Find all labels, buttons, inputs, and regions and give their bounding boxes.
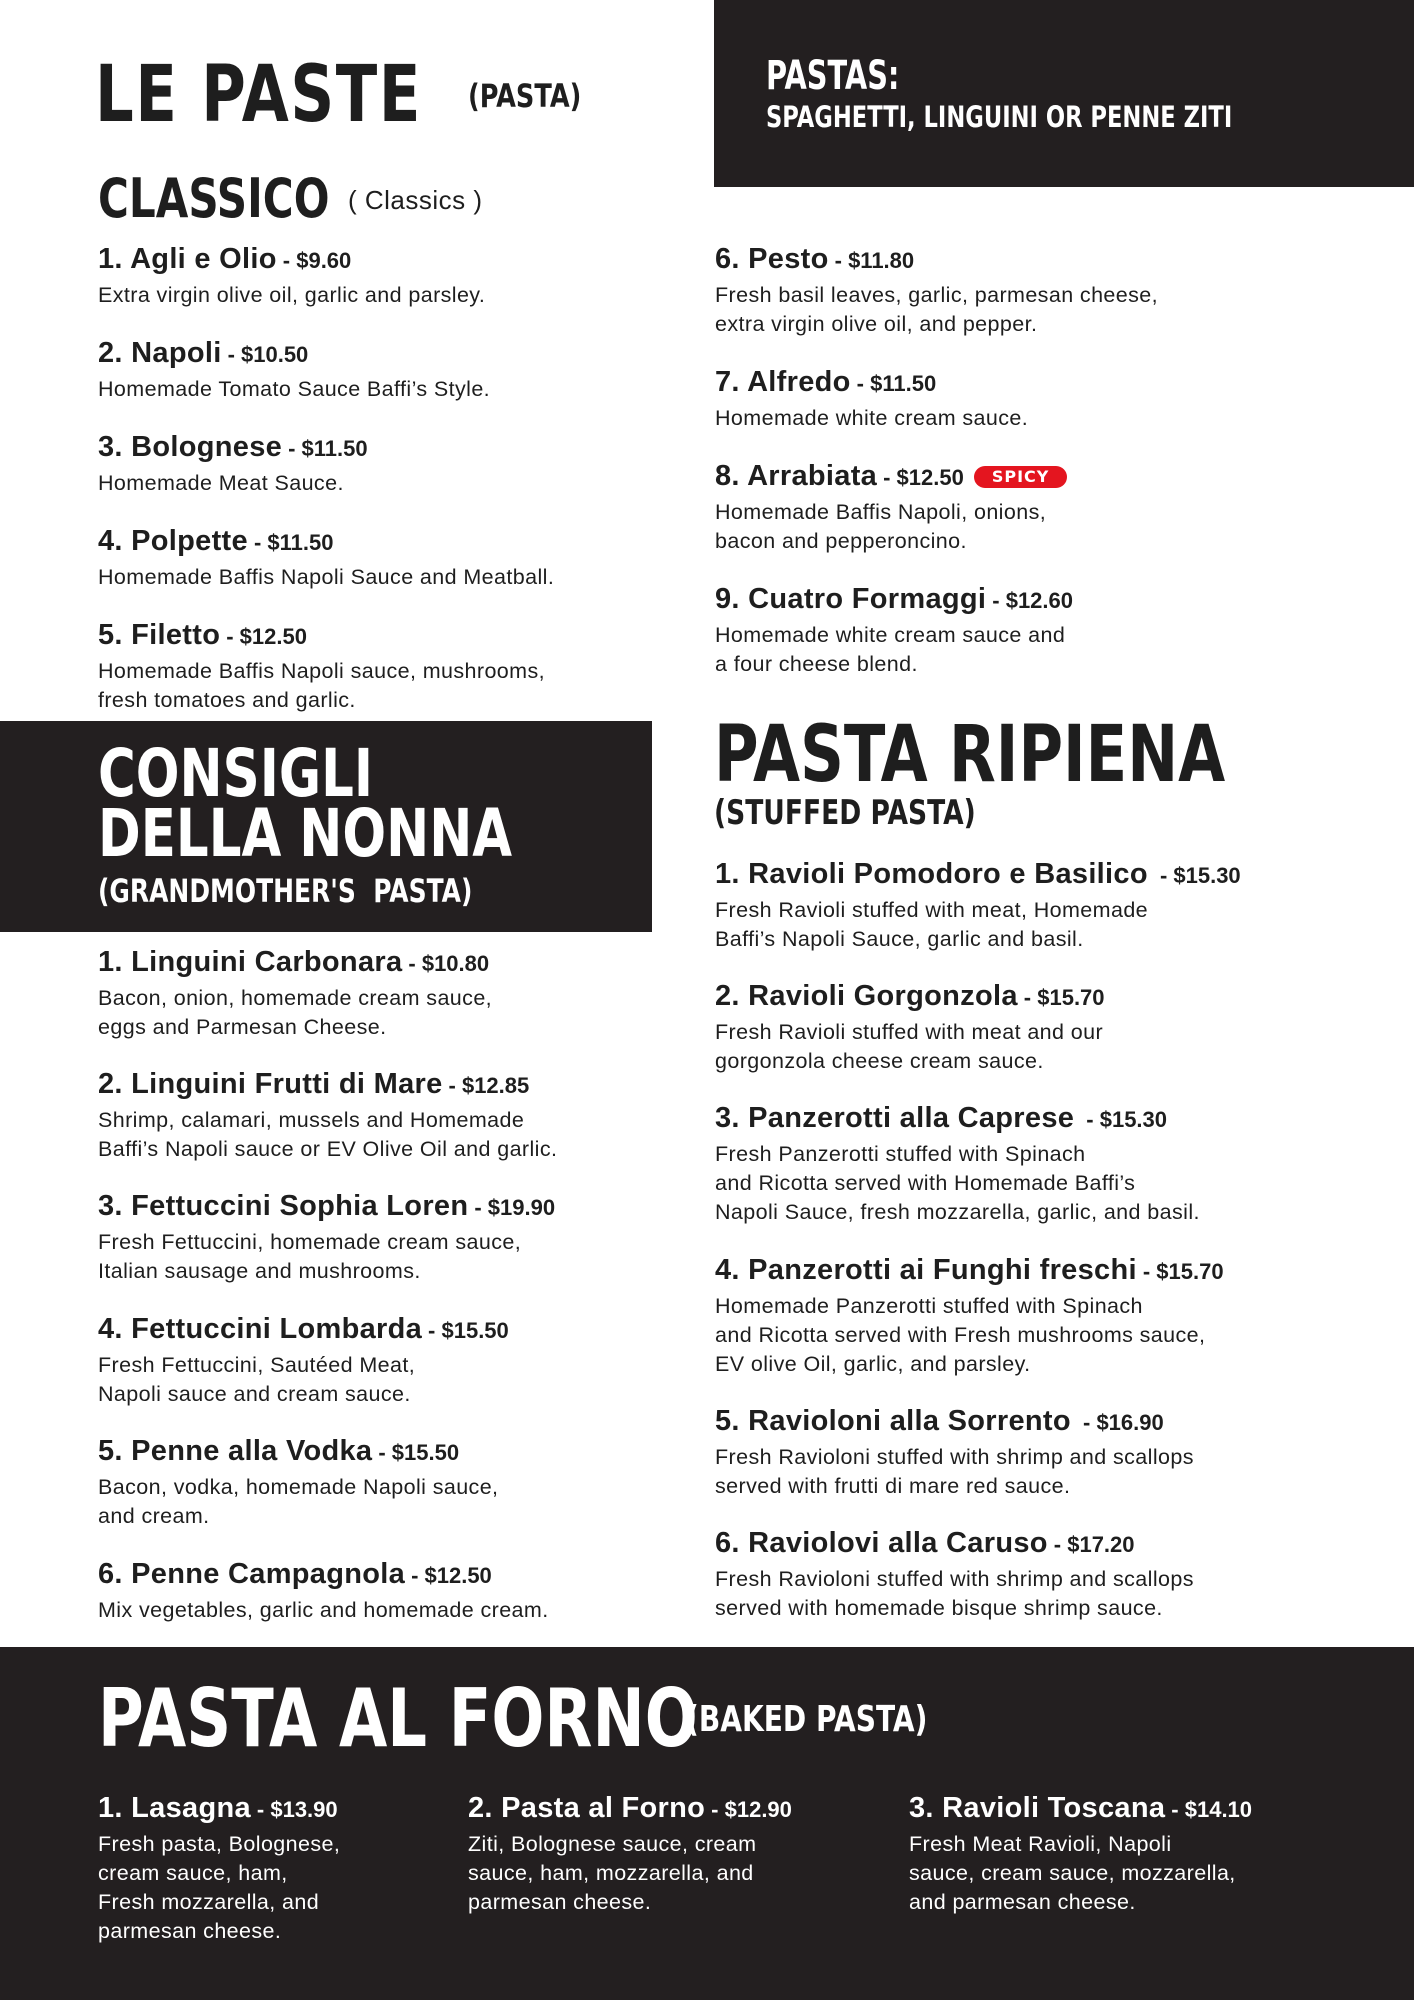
menu-item — [715, 857, 1241, 954]
item-description: Homemade Panzerotti stuffed with Spinach and Ricotta served with Fresh mushrooms sauce, EV olive Oil, garlic, and parsley. — [715, 1294, 1206, 1376]
item-name: 2. Ravioli Gorgonzola — [715, 980, 1018, 1012]
menu-item — [98, 945, 492, 1042]
item-description: Homemade Baffis Napoli, onions, bacon and pepperoncino. — [715, 500, 1047, 553]
le-paste-title: LE PASTE — [95, 50, 422, 140]
item-name: 1. Ravioli Pomodoro e Basilico — [715, 858, 1148, 890]
item-price: - $9.60 — [282, 248, 352, 273]
item-description: Fresh Ravioloni stuffed with shrimp and scallops served with frutti di mare red sauce. — [715, 1445, 1194, 1498]
menu-item — [98, 430, 368, 498]
spicy-badge: SPICY — [974, 466, 1068, 488]
menu-item — [715, 1526, 1194, 1623]
item-price: - $12.85 — [448, 1073, 530, 1098]
item-description: Homemade Meat Sauce. — [98, 471, 344, 495]
item-name: 9. Cuatro Formaggi — [715, 583, 987, 615]
item-name: 2. Linguini Frutti di Mare — [98, 1068, 443, 1100]
item-description: Homemade white cream sauce and a four cheese blend. — [715, 623, 1066, 676]
item-price: - $15.50 — [378, 1440, 460, 1465]
item-price: - $10.50 — [227, 342, 309, 367]
item-price: - $12.90 — [711, 1797, 792, 1822]
item-name: 3. Ravioli Toscana — [909, 1792, 1166, 1824]
item-description: Fresh basil leaves, garlic, parmesan cheese, extra virgin olive oil, and pepper. — [715, 283, 1159, 336]
item-description: Extra virgin olive oil, garlic and parsley. — [98, 283, 486, 307]
item-description: Ziti, Bolognese sauce, cream sauce, ham, mozzarella, and parmesan cheese. — [468, 1832, 757, 1914]
pastas-label: PASTAS: — [766, 53, 900, 99]
consigli-header-box — [0, 721, 652, 932]
item-name: 2. Napoli — [98, 337, 222, 369]
item-name: 4. Fettuccini Lombarda — [98, 1313, 423, 1345]
item-description: Fresh Meat Ravioli, Napoli sauce, cream sauce, mozzarella, and parmesan cheese. — [909, 1832, 1236, 1914]
item-price: - $19.90 — [474, 1195, 556, 1220]
item-name: 4. Panzerotti ai Funghi freschi — [715, 1254, 1137, 1286]
item-name: 3. Fettuccini Sophia Loren — [98, 1190, 469, 1222]
item-price: - $16.90 — [1076, 1410, 1164, 1435]
item-name: 1. Lasagna — [98, 1792, 251, 1824]
forno-section — [0, 1647, 1414, 2000]
item-description: Homemade Baffis Napoli Sauce and Meatball. — [98, 565, 555, 589]
forno-title: PASTA AL FORNO — [98, 1672, 698, 1765]
pastas-box — [714, 0, 1414, 187]
item-price: - $15.70 — [1023, 985, 1105, 1010]
menu-item — [98, 1312, 509, 1409]
item-price: - $13.90 — [256, 1797, 338, 1822]
menu-item — [98, 1067, 557, 1164]
menu-item — [715, 242, 1158, 339]
menu-item — [98, 242, 485, 310]
menu-item — [98, 336, 490, 404]
menu-item — [468, 1791, 792, 1917]
item-price: - $12.50 — [883, 465, 964, 490]
item-name: 1. Linguini Carbonara — [98, 946, 403, 978]
item-name: 3. Bolognese — [98, 431, 283, 463]
menu-item — [715, 1101, 1200, 1227]
menu-item — [98, 1434, 498, 1531]
classico-title: CLASSICO — [98, 167, 330, 230]
menu-item — [98, 1557, 549, 1625]
item-description: Homemade white cream sauce. — [715, 406, 1029, 430]
item-price: - $15.30 — [1153, 863, 1241, 888]
consigli-title-line1: CONSIGLI — [98, 735, 374, 812]
forno-paren: (BAKED PASTA) — [686, 1699, 928, 1740]
item-name: 5. Ravioloni alla Sorrento — [715, 1405, 1071, 1437]
item-price: - $12.50 — [226, 624, 307, 649]
menu-item — [715, 1253, 1224, 1379]
item-description: Fresh Fettuccini, homemade cream sauce, Italian sausage and mushrooms. — [98, 1230, 522, 1283]
consigli-title-line2: DELLA NONNA — [98, 795, 513, 872]
item-price: - $12.60 — [992, 588, 1073, 613]
item-name: 6. Penne Campagnola — [98, 1558, 406, 1590]
item-name: 3. Panzerotti alla Caprese — [715, 1102, 1075, 1134]
item-price: - $15.50 — [428, 1318, 509, 1343]
item-name: 4. Polpette — [98, 525, 248, 557]
item-name: 6. Pesto — [715, 243, 829, 275]
ripiena-title: PASTA RIPIENA — [714, 710, 1226, 800]
menu-item — [715, 582, 1073, 679]
item-name: 7. Alfredo — [715, 366, 851, 398]
item-name: 5. Penne alla Vodka — [98, 1435, 373, 1467]
item-price: - $11.80 — [834, 248, 915, 273]
menu-item — [98, 618, 545, 715]
item-price: - $12.50 — [411, 1563, 492, 1588]
menu-item — [909, 1791, 1252, 1917]
menu-item — [715, 1404, 1194, 1501]
item-description: Shrimp, calamari, mussels and Homemade Baffi’s Napoli sauce or EV Olive Oil and garlic. — [98, 1108, 558, 1161]
item-price: - $11.50 — [253, 530, 334, 555]
item-name: 2. Pasta al Forno — [468, 1792, 706, 1824]
menu-item — [715, 365, 1028, 433]
item-name: 6. Raviolovi alla Caruso — [715, 1527, 1048, 1559]
item-description: Fresh Ravioli stuffed with meat and our gorgonzola cheese cream sauce. — [715, 1020, 1104, 1073]
item-price: - $10.80 — [408, 951, 490, 976]
menu-item — [98, 1189, 555, 1286]
item-price: - $17.20 — [1053, 1532, 1135, 1557]
item-price: - $15.30 — [1080, 1107, 1168, 1132]
item-price: - $11.50 — [288, 436, 368, 461]
menu-item — [98, 524, 554, 592]
consigli-paren: (GRANDMOTHER'S PASTA) — [98, 872, 473, 910]
ripiena-paren: (STUFFED PASTA) — [714, 793, 976, 833]
item-description: Fresh pasta, Bolognese, cream sauce, ham, Fresh mozzarella, and parmesan cheese. — [98, 1832, 341, 1943]
classico-paren: ( Classics ) — [348, 185, 483, 215]
menu-item — [715, 459, 1067, 556]
item-name: 1. Agli e Olio — [98, 243, 277, 275]
item-price: - $14.10 — [1171, 1797, 1253, 1822]
item-price: - $11.50 — [856, 371, 937, 396]
item-name: 5. Filetto — [98, 619, 221, 651]
item-description: Fresh Panzerotti stuffed with Spinach and Ricotta served with Homemade Baffi’s Napoli Sauce, fresh mozzarella, garlic, and basil. — [715, 1142, 1200, 1224]
item-description: Fresh Fettuccini, Sautéed Meat, Napoli sauce and cream sauce. — [98, 1353, 416, 1406]
item-name: 8. Arrabiata — [715, 460, 878, 492]
item-description: Bacon, onion, homemade cream sauce, eggs and Parmesan Cheese. — [98, 986, 493, 1039]
le-paste-paren: (PASTA) — [468, 77, 582, 115]
item-price: - $15.70 — [1142, 1259, 1224, 1284]
item-description: Homemade Baffis Napoli sauce, mushrooms, fresh tomatoes and garlic. — [98, 659, 545, 712]
item-description: Bacon, vodka, homemade Napoli sauce, and cream. — [98, 1475, 499, 1528]
item-description: Fresh Ravioloni stuffed with shrimp and scallops served with homemade bisque shrimp sauce. — [715, 1567, 1194, 1620]
item-description: Mix vegetables, garlic and homemade cream. — [98, 1598, 549, 1622]
item-description: Homemade Tomato Sauce Baffi’s Style. — [98, 377, 491, 401]
menu-item — [98, 1791, 340, 1946]
item-description: Fresh Ravioli stuffed with meat, Homemade Baffi’s Napoli Sauce, garlic and basil. — [715, 898, 1149, 951]
menu-item — [715, 979, 1105, 1076]
pastas-options: SPAGHETTI, LINGUINI OR PENNE ZITI — [766, 100, 1233, 134]
